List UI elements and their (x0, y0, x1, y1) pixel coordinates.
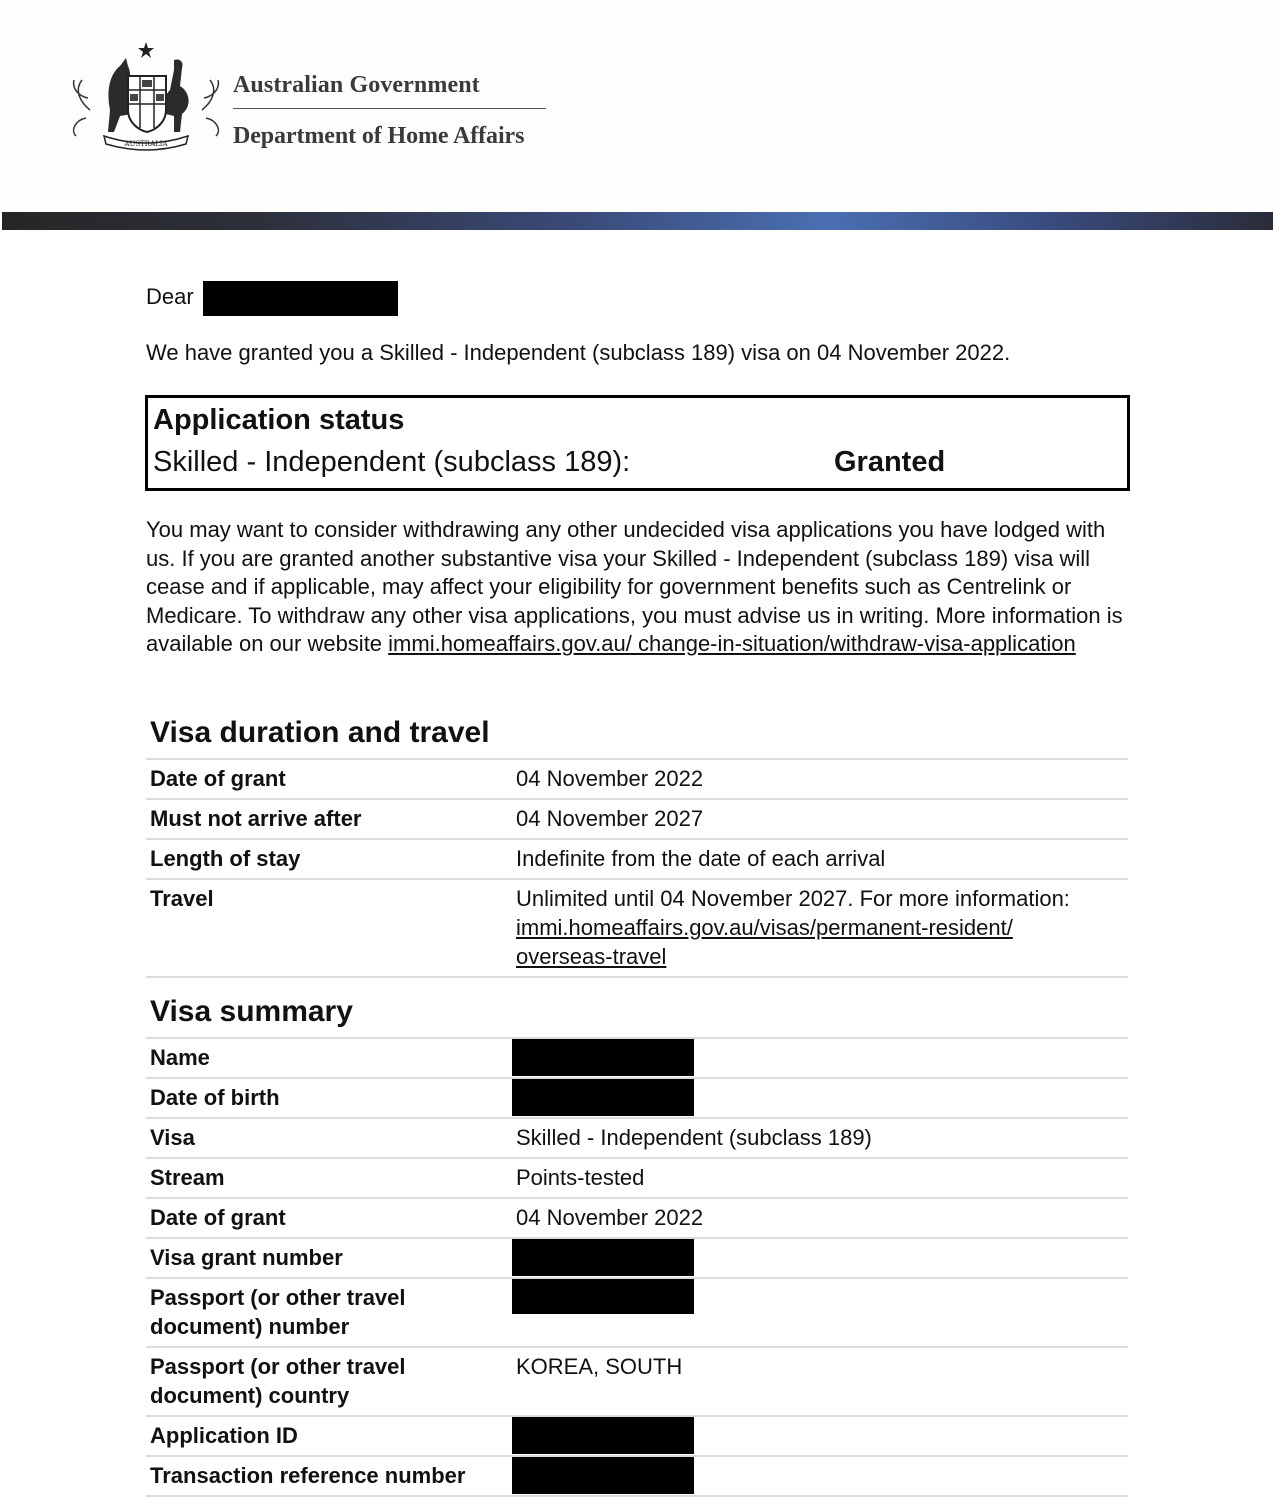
row-label: Visa (146, 1118, 509, 1158)
row-value: 04 November 2022 (509, 759, 1128, 799)
redacted-name (512, 1038, 694, 1076)
table-row (146, 1278, 1128, 1347)
application-status-title: Application status (153, 404, 405, 436)
government-name: Australian Government (233, 72, 480, 98)
overseas-travel-link[interactable]: immi.homeaffairs.gov.au/visas/permanent-resident/ overseas-travel (516, 915, 1013, 969)
row-value (509, 1038, 1128, 1078)
visa-summary-table (146, 1037, 1128, 1497)
table-row (146, 1238, 1128, 1278)
redacted-application-id (512, 1416, 694, 1454)
withdraw-advice-text: You may want to consider withdrawing any other undecided visa applications you have lodged with us. If you are granted another substantive visa your Skilled - Independent (subclass 189) visa will cease and if applicable, may affect your eligibility for government benefits such as Centrelink or Medicare. To withdraw any other visa applications, you must advise us in writing. More information is available on our website (146, 517, 1123, 657)
table-row (146, 1118, 1128, 1158)
table-row (146, 839, 1128, 879)
withdraw-advice-paragraph (146, 516, 1136, 659)
row-label: Transaction reference number (146, 1456, 509, 1496)
salutation: Dear (146, 284, 194, 309)
row-value (509, 1416, 1128, 1456)
coat-of-arms-icon (70, 40, 222, 156)
row-label: Date of birth (146, 1078, 509, 1118)
row-label: Stream (146, 1158, 509, 1198)
row-value: Skilled - Independent (subclass 189) (509, 1118, 1128, 1158)
table-row (146, 799, 1128, 839)
letterhead (0, 0, 1274, 212)
table-row (146, 1078, 1128, 1118)
visa-summary-title: Visa summary (150, 995, 353, 1028)
row-label: Passport (or other travel document) country (146, 1347, 509, 1416)
redacted-transaction-reference (512, 1456, 694, 1494)
visa-duration-table (146, 758, 1128, 978)
application-status-value: Granted (834, 446, 946, 478)
row-value: Indefinite from the date of each arrival (509, 839, 1128, 879)
redacted-date-of-birth (512, 1078, 694, 1116)
row-value (509, 1238, 1128, 1278)
row-value (509, 1456, 1128, 1496)
row-value (509, 879, 1128, 977)
table-row (146, 1456, 1128, 1496)
row-value: KOREA, SOUTH (509, 1347, 1128, 1416)
table-row (146, 1347, 1128, 1416)
row-label: Visa grant number (146, 1238, 509, 1278)
row-value (509, 1078, 1128, 1118)
table-row (146, 1038, 1128, 1078)
row-label: Must not arrive after (146, 799, 509, 839)
row-label: Name (146, 1038, 509, 1078)
table-row (146, 759, 1128, 799)
withdraw-visa-link[interactable]: immi.homeaffairs.gov.au/ change-in-situation/withdraw-visa-application (388, 631, 1076, 657)
row-label: Length of stay (146, 839, 509, 879)
row-label: Application ID (146, 1416, 509, 1456)
table-row (146, 1158, 1128, 1198)
row-value: 04 November 2027 (509, 799, 1128, 839)
row-value: Points-tested (509, 1158, 1128, 1198)
redacted-visa-grant-number (512, 1238, 694, 1276)
grant-intro-text: We have granted you a Skilled - Independent (subclass 189) visa on 04 November 2022. (146, 340, 1011, 365)
row-label: Date of grant (146, 759, 509, 799)
row-value: 04 November 2022 (509, 1198, 1128, 1238)
row-label: Passport (or other travel document) number (146, 1278, 509, 1347)
letterhead-divider (233, 108, 546, 109)
svg-text:AUSTRALIA: AUSTRALIA (124, 140, 168, 148)
redacted-recipient-name (203, 281, 398, 316)
redacted-passport-number (512, 1278, 694, 1314)
row-label: Date of grant (146, 1198, 509, 1238)
header-color-band (2, 212, 1273, 230)
table-row (146, 879, 1128, 977)
visa-duration-title: Visa duration and travel (150, 716, 490, 749)
travel-text: Unlimited until 04 November 2027. For more information: (516, 886, 1070, 911)
table-row (146, 1416, 1128, 1456)
application-status-visa: Skilled - Independent (subclass 189): (153, 446, 631, 478)
table-row (146, 1198, 1128, 1238)
application-status-box (145, 395, 1130, 491)
row-value (509, 1278, 1128, 1347)
row-label: Travel (146, 879, 509, 977)
department-name: Department of Home Affairs (233, 123, 525, 149)
